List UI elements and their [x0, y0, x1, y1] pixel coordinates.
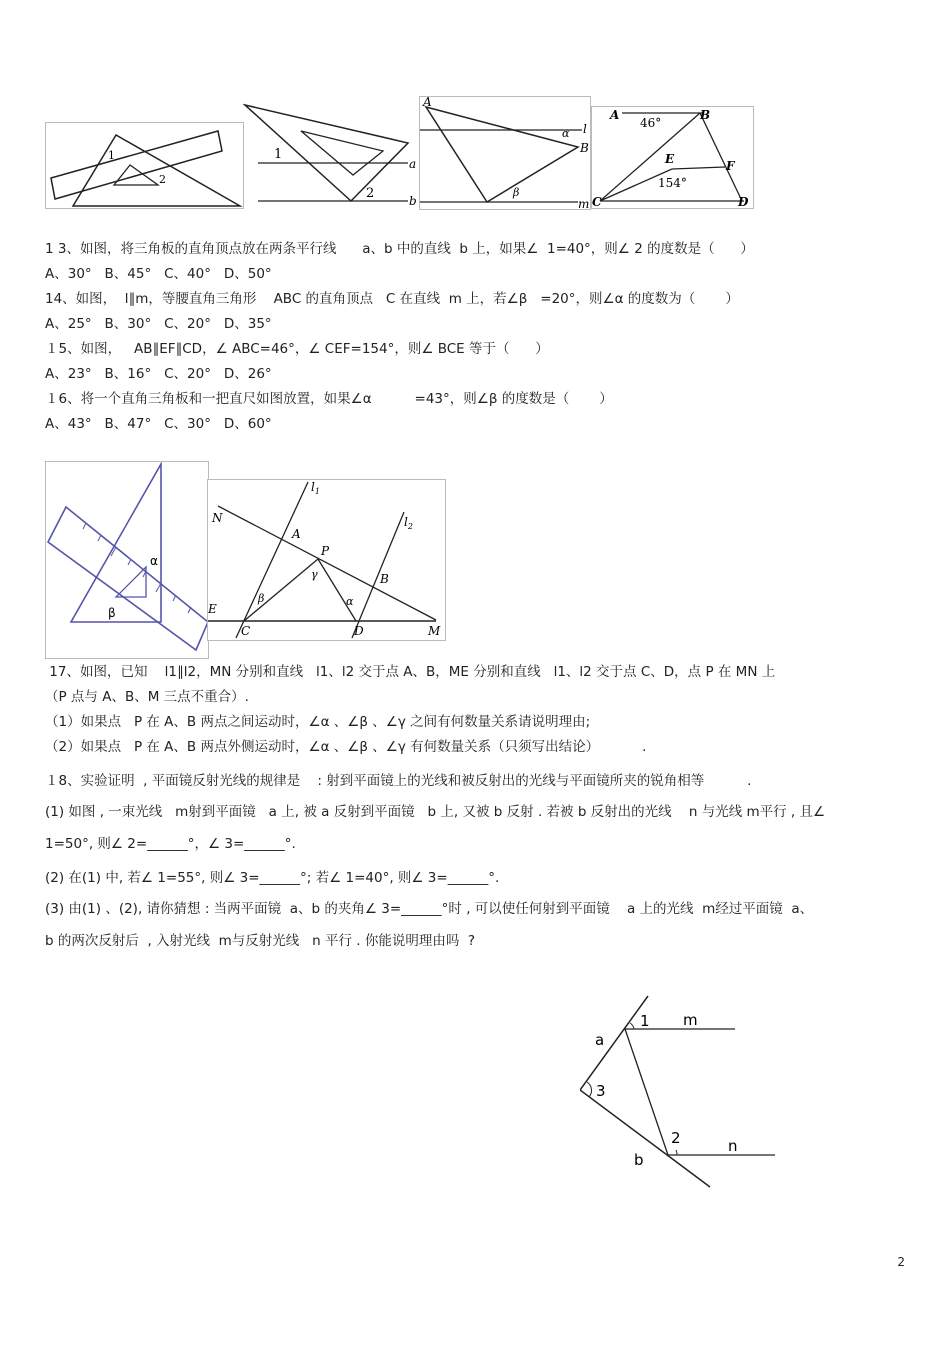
question-17-part1: （1）如果点 P 在 A、B 两点之间运动时，∠α 、∠β 、∠γ 之间有何数量关系请说明理由;	[45, 714, 591, 730]
question-15-options: A、23° B、16° C、20° D、26°	[45, 366, 272, 382]
ray-m-label: m	[683, 1011, 698, 1029]
ray-n-label: n	[728, 1137, 738, 1155]
point-a-label: A	[292, 527, 301, 541]
line-l1-label: $l_1$	[311, 480, 320, 496]
question-16: １6、将一个直角三角板和一把直尺如图放置，如果∠α =43°，则∠β 的度数是（ ）	[45, 391, 613, 407]
point-b-label: B	[380, 572, 389, 586]
question-17-part2: （2）如果点 P 在 A、B 两点外侧运动时，∠α 、∠β 、∠γ 有何数量关系（只须写出结论） .	[45, 739, 647, 755]
question-14: 14、如图， l∥m，等腰直角三角形 ABC 的直角顶点 C 在直线 m 上，若∠β =20°，则∠α 的度数为（ ）	[45, 291, 739, 307]
angle-1-label: 1	[640, 1012, 650, 1030]
point-f-label: F	[726, 159, 735, 173]
point-e-label: E	[665, 152, 675, 166]
line-l2-label: $l_2$	[404, 515, 413, 531]
point-b-label: B	[580, 141, 589, 155]
angle-46-label: 46°	[640, 116, 662, 130]
page-number: 2	[897, 1255, 905, 1269]
angle-154-label: 154°	[658, 176, 687, 190]
point-e-label: E	[208, 602, 217, 616]
angle-3-label: 3	[596, 1082, 606, 1100]
question-18-intro: １8、实验证明 , 平面镜反射光线的规律是 : 射到平面镜上的光线和被反射出的光线与平面镜所夹的锐角相等 .	[45, 773, 752, 789]
question-15: １5、如图， AB∥EF∥CD，∠ ABC=46°，∠ CEF=154°，则∠ BCE 等于（ ）	[45, 341, 549, 357]
angle-alpha-label: α	[346, 595, 354, 608]
question-14-options: A、25° B、30° C、20° D、35°	[45, 316, 272, 332]
question-18-part3-line2: b 的两次反射后 , 入射光线 m与反射光线 n 平行 . 你能说明理由吗 ?	[45, 933, 476, 949]
mirror-a-label: a	[595, 1031, 605, 1049]
question-17-line2: （P 点与 A、B、M 三点不重合）.	[45, 689, 249, 705]
figure-15	[591, 106, 754, 209]
point-c-label: C	[241, 624, 251, 638]
question-18-part3-line1: (3) 由(1) 、(2), 请你猜想 : 当两平面镜 a、b 的夹角∠ 3=______°时 , 可以使任何射到平面镜 a 上的光线 m经过平面镜 a、	[45, 901, 814, 917]
question-18-part1-line1: (1) 如图 , 一束光线 m射到平面镜 a 上, 被 a 反射到平面镜 b 上, 又被 b 反射 . 若被 b 反射出的光线 n 与光线 m平行 , 且∠	[45, 804, 826, 820]
point-p-label: P	[321, 544, 330, 558]
figure-18	[580, 990, 790, 1195]
figure-13b	[243, 103, 418, 208]
angle-alpha-label: α	[150, 554, 158, 568]
figure-17	[207, 479, 446, 641]
point-b-label: B	[700, 108, 711, 122]
question-17-line1: 17、如图，已知 l1∥l2，MN 分别和直线 l1、l2 交于点 A、B，ME 分别和直线 l1、l2 交于点 C、D，点 P 在 MN 上	[45, 664, 776, 680]
line-l-label: l	[583, 122, 587, 136]
angle-gamma-label: γ	[311, 568, 318, 581]
point-d-label: D	[738, 195, 749, 208]
line-b-label: b	[409, 194, 417, 208]
angle-1-label: 1	[274, 147, 283, 162]
figure-16	[45, 461, 209, 659]
angle-1-label: 1	[108, 149, 115, 162]
point-m-label: M	[428, 624, 441, 638]
line-m-label: m	[578, 197, 590, 209]
point-d-label: D	[354, 624, 364, 638]
question-18-part2: (2) 在(1) 中, 若∠ 1=55°, 则∠ 3=______°; 若∠ 1=40°, 则∠ 3=______°.	[45, 870, 500, 886]
figure-14	[419, 96, 591, 210]
question-18-part1-line2: 1=50°, 则∠ 2=______°，∠ 3=______°.	[45, 836, 296, 852]
question-13-options: A、30° B、45° C、40° D、50°	[45, 266, 272, 282]
question-16-options: A、43° B、47° C、30° D、60°	[45, 416, 272, 432]
angle-beta-label: β	[108, 606, 116, 620]
point-c-label: C	[592, 195, 602, 208]
point-n-label: N	[212, 511, 223, 525]
angle-2-label: 2	[366, 186, 375, 201]
angle-alpha-label: α	[562, 127, 570, 140]
angle-2-label: 2	[671, 1129, 681, 1147]
angle-beta-label: β	[513, 186, 520, 199]
mirror-b-label: b	[634, 1151, 644, 1169]
figure-13a	[45, 122, 244, 209]
point-a-label: A	[423, 97, 432, 109]
question-13: 1 3、如图，将三角板的直角顶点放在两条平行线 a、b 中的直线 b 上，如果∠ 1=40°，则∠ 2 的度数是（ ）	[45, 241, 754, 257]
line-a-label: a	[409, 157, 417, 171]
angle-beta-label: β	[258, 592, 265, 605]
point-a-label: A	[610, 108, 620, 122]
angle-2-label: 2	[159, 173, 166, 186]
